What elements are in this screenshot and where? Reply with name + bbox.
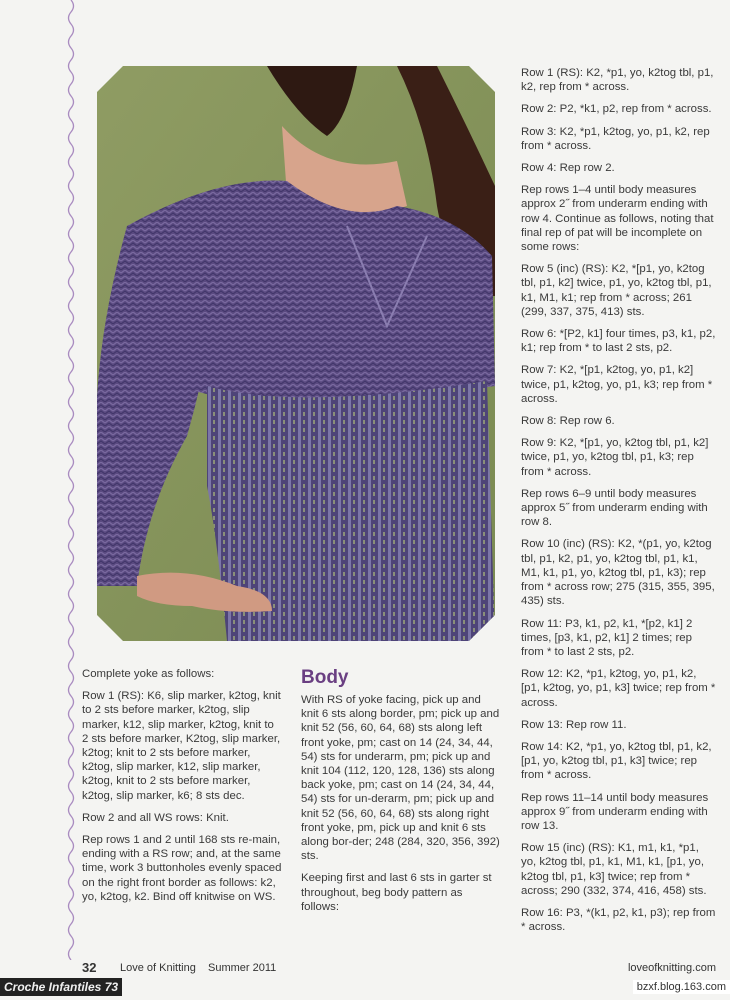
pattern-row: Row 12: K2, *p1, k2tog, yo, p1, k2, [p1, k2tog, yo, p1, k3] twice; rep from * across. <box>521 668 716 709</box>
pattern-row: Row 10 (inc) (RS): K2, *(p1, yo, k2tog tbl, p1, k2, p1, yo, k2tog tbl, p1, k1, M1, k1, p1, yo, k2tog tbl, p1, k3); rep from * across row; 275 (315, 355, 395, 435) sts. <box>521 538 715 608</box>
instructions-column-right <box>521 66 716 942</box>
body-pickup: With RS of yoke facing, pick up and knit 6 sts along border, pm; pick up and knit 52 (56, 60, 64, 68) sts along left front yoke, pm; cast on 14 (24, 34, 44, 54) sts for underarm, pm; pick up and knit 104 (112, 120, 128, 136) sts along back yoke, pm; cast on 14 (24, 34, 44, 54) sts for un-derarm, pm; pick up and knit 52 (56, 60, 64, 68) sts along right front yoke, pm, pick up and knit 6 sts along bor-der; 248 (284, 320, 356, 392) sts. <box>301 694 500 863</box>
issue-label: Summer 2011 <box>208 962 277 974</box>
section-heading-body: Body <box>301 667 349 688</box>
pattern-row: Row 6: *[P2, k1] four times, p3, k1, p2, k1; rep from * to last 2 sts, p2. <box>521 328 716 355</box>
pattern-row: Row 9: K2, *[p1, yo, k2tog tbl, p1, k2] twice, p1, yo, k2tog tbl, p1, k3; rep from * across. <box>521 437 709 478</box>
watermark-left: Croche Infantiles 73 <box>0 978 122 996</box>
yoke-intro: Complete yoke as follows: <box>82 668 215 680</box>
website-url: loveofknitting.com <box>627 962 716 974</box>
watermark-right: bzxf.blog.163.com <box>633 980 730 994</box>
sweater-photo <box>97 66 495 641</box>
pattern-row: Row 7: K2, *[p1, k2tog, yo, p1, k2] twice, p1, k2tog, yo, p1, k3; rep from * across. <box>521 364 713 405</box>
pattern-row: Row 5 (inc) (RS): K2, *[p1, yo, k2tog tbl, p1, k2] twice, p1, yo, k2tog tbl, p1, k1, M1, k1; rep from * across; 261 (299, 337, 375, 413) sts. <box>521 263 712 318</box>
instructions-column-middle <box>301 667 501 922</box>
body-pattern-intro: Keeping first and last 6 sts in garter st throughout, beg body pattern as follows: <box>301 872 492 913</box>
spiral-binding-line <box>64 0 78 960</box>
pattern-row: Row 13: Rep row 11. <box>521 718 627 731</box>
magazine-name: Love of Knitting <box>120 962 196 974</box>
page-number: 32 <box>82 960 97 975</box>
pattern-row: Row 4: Rep row 2. <box>521 162 615 175</box>
pattern-row: Row 15 (inc) (RS): K1, m1, k1, *p1, yo, k2tog tbl, p1, k1, M1, k1, [p1, yo, k2tog tbl, p1, k3] twice; rep from * across; 290 (332, 374, 416, 458) sts. <box>521 842 707 897</box>
pattern-row: Row 3: K2, *p1, k2tog, yo, p1, k2, rep from * across. <box>521 125 710 152</box>
pattern-row: Rep rows 6–9 until body measures approx 5˝ from underarm ending with row 8. <box>521 487 708 529</box>
pattern-row: Row 8: Rep row 6. <box>521 415 615 428</box>
pattern-row: Row 2: P2, *k1, p2, rep from * across. <box>521 103 712 116</box>
instructions-column-left <box>82 667 282 912</box>
pattern-row: Row 11: P3, k1, p2, k1, *[p2, k1] 2 times, [p3, k1, p2, k1] 2 times; rep from * to last 2 sts, p2. <box>521 617 693 658</box>
pattern-row: Row 1 (RS): K2, *p1, yo, k2tog tbl, p1, k2, rep from * across. <box>521 67 714 94</box>
yoke-row-1: Row 1 (RS): K6, slip marker, k2tog, knit to 2 sts before marker, k2tog, slip marker, k12, slip marker, k2tog, knit to 2 sts before marker, K2tog, slip marker, k2tog; knit to 2 sts before marker, k2tog, slip marker, k12, slip marker, k2tog, knit to 2 sts before marker, k2tog, slip marker, k6; 8 sts dec. <box>82 690 281 802</box>
pattern-row: Rep rows 11–14 until body measures approx 9˝ from underarm ending with row 13. <box>521 791 709 832</box>
pattern-row: Row 14: K2, *p1, yo, k2tog tbl, p1, k2, [p1, yo, k2tog tbl, p1, k3] twice; rep from * across. <box>521 740 712 782</box>
yoke-repeat: Rep rows 1 and 2 until 168 sts re-main, ending with a RS row; and, at the same time, work 3 buttonholes evenly spaced on the right front border as follows: k2, yo, k2tog, k2. Bind off knitwise on WS. <box>82 834 282 903</box>
sweater-photo-illustration <box>97 66 495 641</box>
pattern-row: Row 16: P3, *(k1, p2, k1, p3); rep from * across. <box>521 906 716 934</box>
yoke-row-2: Row 2 and all WS rows: Knit. <box>82 811 229 824</box>
pattern-row: Rep rows 1–4 until body measures approx 2˝ from underarm ending with row 4. Continue as follows, noting that final rep of pat will be incomplete on some rows: <box>521 184 714 254</box>
